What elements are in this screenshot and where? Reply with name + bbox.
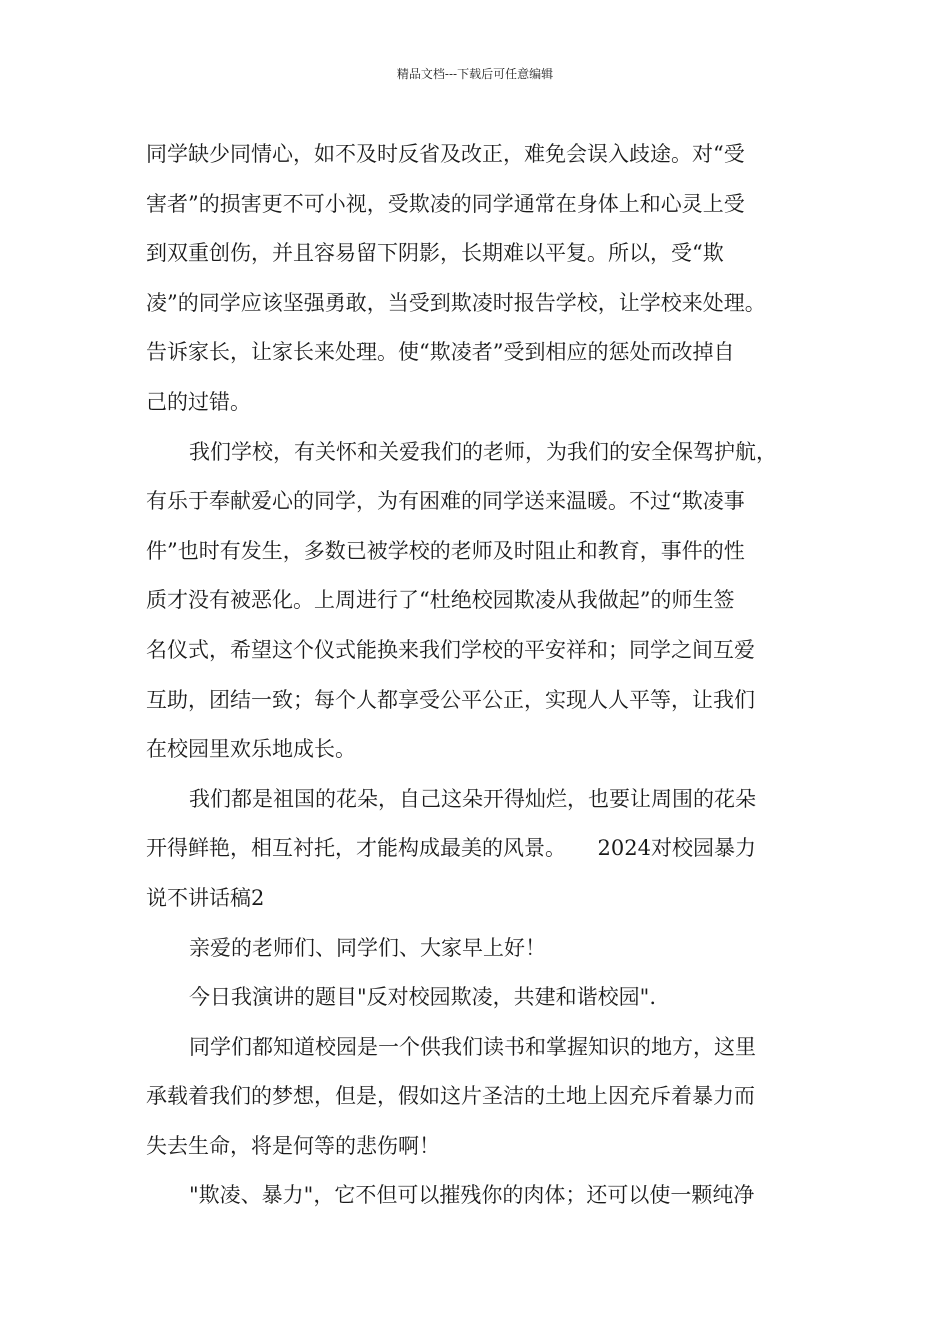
text-line: 互助，团结一致；每个人都享受公平公正，实现人人平等，让我们	[146, 687, 755, 712]
greeting-line: 亲爱的老师们、同学们、大家早上好！	[189, 935, 546, 960]
text-line: 己的过错。	[146, 389, 251, 414]
text-line: 名仪式，希望这个仪式能换来我们学校的平安祥和；同学之间互爱	[146, 637, 755, 662]
paragraph-first-line: 我们都是祖国的花朵，自己这朵开得灿烂，也要让周围的花朵	[189, 786, 756, 811]
text-line: 告诉家长，让家长来处理。使“欺凌者”受到相应的惩处而改掉自	[146, 340, 735, 365]
text-line: 凌”的同学应该坚强勇敢，当受到欺凌时报告学校，让学校来处理。	[146, 290, 766, 315]
text-line: 件”也时有发生，多数已被学校的老师及时阻止和教育，事件的性	[146, 538, 745, 563]
text-line: 同学缺少同情心，如不及时反省及改正，难免会误入歧途。对“受	[146, 142, 745, 166]
paragraph-first-line: 同学们都知道校园是一个供我们读书和掌握知识的地方，这里	[189, 1034, 756, 1059]
text-line: 到双重创伤，并且容易留下阴影，长期难以平复。所以，受“欺	[146, 241, 724, 266]
document-body	[146, 130, 811, 1221]
paragraph-first-line: "欺凌、暴力"，它不但可以摧残你的肉体；还可以使一颗纯净	[189, 1183, 755, 1208]
text-line: 承载着我们的梦想，但是，假如这片圣洁的土地上因充斥着暴力而	[146, 1084, 755, 1109]
text-line: 质才没有被恶化。上周进行了“杜绝校园欺凌从我做起”的师生签	[146, 588, 735, 613]
text-line: 开得鲜艳，相互衬托，才能构成最美的风景。 2024对校园暴力	[146, 836, 756, 861]
text-line: 害者”的损害更不可小视，受欺凌的同学通常在身体上和心灵上受	[146, 191, 745, 216]
paragraph-first-line: 我们学校，有关怀和关爱我们的老师，为我们的安全保驾护航，	[189, 439, 777, 464]
section-title-line: 说不讲话稿2	[146, 885, 265, 910]
text-line: 在校园里欢乐地成长。	[146, 737, 356, 762]
page-header: 精品文档---下载后可任意编辑	[396, 67, 554, 81]
text-line: 有乐于奉献爱心的同学，为有困难的同学送来温暖。不过“欺凌事	[146, 489, 745, 514]
text-line: 失去生命，将是何等的悲伤啊！	[146, 1133, 440, 1158]
speech-topic-line: 今日我演讲的题目"反对校园欺凌，共建和谐校园".	[189, 985, 656, 1010]
